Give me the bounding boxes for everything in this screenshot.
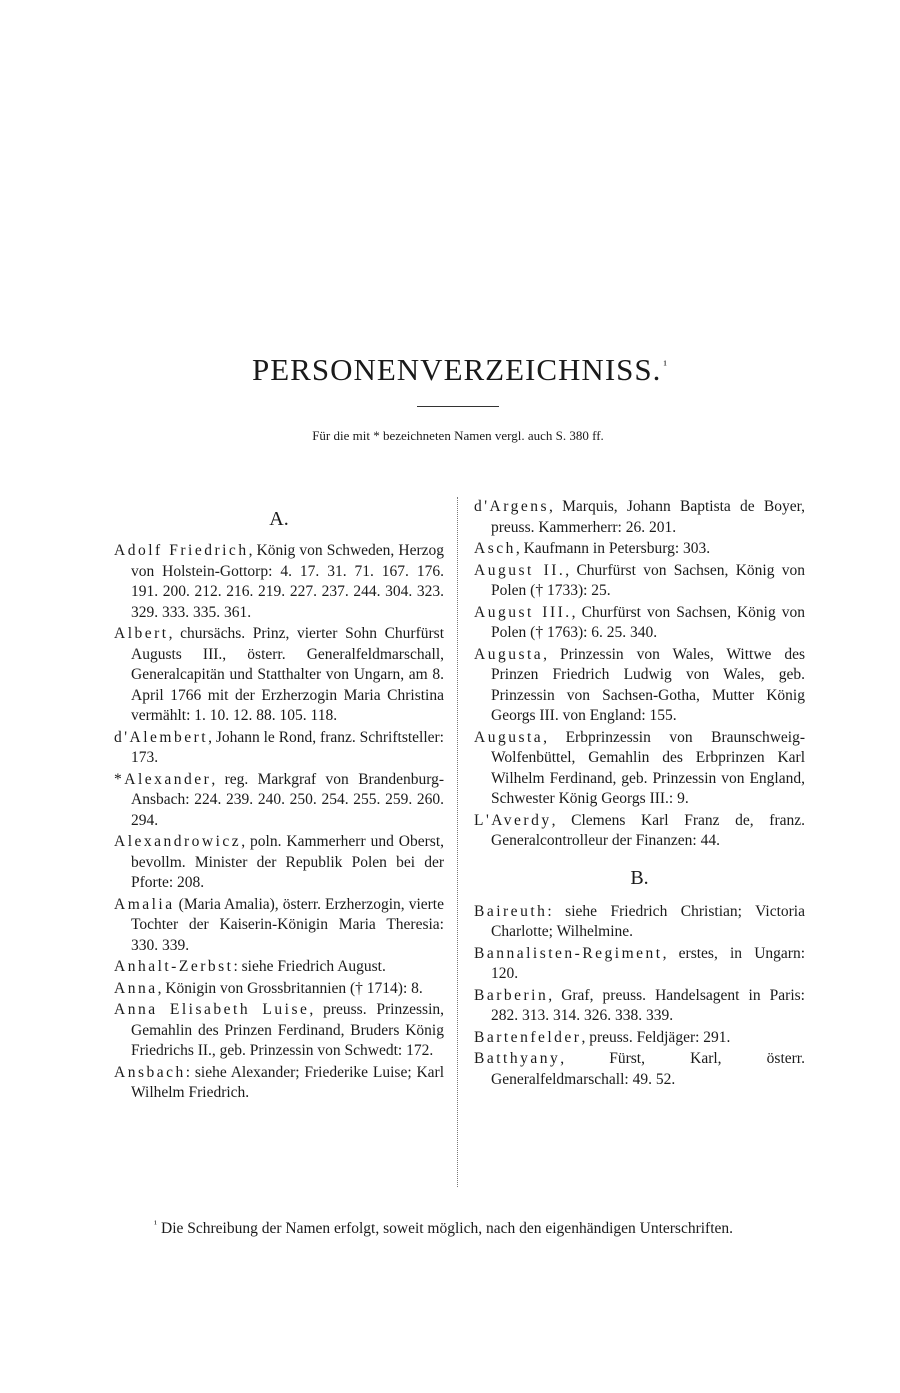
entry-text: (Maria Amalia), österr. Erzherzogin, vierte Tochter der Kaiserin-Königin Maria Theresia: 330. 339. <box>131 895 444 954</box>
index-entry <box>474 1049 805 1090</box>
entry-name: August II. <box>474 561 566 579</box>
entry-name: d'Alembert <box>114 728 209 746</box>
entry-name: Albert <box>114 625 169 642</box>
index-entry <box>114 770 444 832</box>
index-entry <box>114 541 444 623</box>
entry-text: , Churfürst von Sachsen, König von Polen († 1733): 25. <box>491 561 806 599</box>
entry-name: d'Argens <box>474 498 550 515</box>
entry-name: Anna Elisabeth Luise <box>114 1001 310 1018</box>
entry-text: , Fürst, Karl, österr. Generalfeldmarschall: 49. 52. <box>491 1050 805 1088</box>
index-entry <box>474 902 805 943</box>
entry-text: , Kaufmann in Petersburg: 303. <box>515 540 711 557</box>
title-footnote-mark: ¹ <box>663 357 668 372</box>
index-entry <box>474 539 805 560</box>
index-entry <box>114 728 444 769</box>
index-entry <box>474 728 805 810</box>
index-entry <box>114 832 444 894</box>
entry-text: , Königin von Grossbritannien († 1714): 8. <box>157 979 423 997</box>
footnote <box>114 1214 806 1239</box>
entry-text: , Johann le Rond, franz. Schriftsteller: 173. <box>131 728 444 766</box>
index-entry <box>474 986 805 1027</box>
entry-name: *Alexander <box>114 770 212 788</box>
page-title-text: PERSONENVERZEICHNISS. <box>251 352 662 387</box>
entry-text: : siehe Friedrich August. <box>233 958 386 975</box>
entry-name: Anna <box>114 979 158 997</box>
index-entry <box>474 944 805 985</box>
entry-text: , Clemens Karl Franz de, franz. Generalcontrolleur der Finanzen: 44. <box>491 811 805 849</box>
entry-text: , reg. Markgraf von Brandenburg-Ansbach: 224. 239. 240. 250. 254. 255. 259. 260. 294. <box>131 770 444 829</box>
index-entry <box>474 811 805 852</box>
entry-name: Anhalt-Zerbst <box>114 958 234 975</box>
entry-text: , Graf, preuss. Handelsagent in Paris: 282. 313. 314. 326. 338. 339. <box>491 986 805 1024</box>
title-rule <box>417 406 499 407</box>
index-entry <box>114 979 444 1000</box>
index-entry <box>114 957 444 978</box>
index-entry <box>474 497 805 538</box>
entry-text: : siehe Alexander; Friederike Luise; Karl Wilhelm Friedrich. <box>131 1063 444 1101</box>
entry-name: Alexandrowicz <box>114 833 242 850</box>
footnote-mark: ¹ <box>154 1219 157 1230</box>
entry-name: L'Averdy <box>474 811 552 829</box>
entry-name: Barberin <box>474 986 549 1004</box>
footnote-text: Die Schreibung der Namen erfolgt, soweit möglich, nach den eigenhändigen Unterschriften. <box>161 1220 734 1238</box>
section-letter-a: A. <box>269 508 289 530</box>
entry-name: Asch <box>474 540 516 557</box>
entry-name: Augusta <box>474 645 544 663</box>
entry-text: , Erbprinzessin von Braunschweig-Wolfenbüttel, Gemahlin des Erbprinzen Karl Wilhelm Ferdinand, geb. Prinzessin von England, Schwester König Georgs III.: 9. <box>491 728 805 807</box>
index-entry <box>474 561 805 602</box>
entry-text: , preuss. Prinzessin, Gemahlin des Prinzen Ferdinand, Bruders König Friedrichs II., geb. Prinzessin von Schwedt: 172. <box>131 1001 444 1059</box>
entry-name: August III. <box>474 603 572 621</box>
page-title <box>0 352 900 388</box>
index-entry <box>474 1028 805 1049</box>
entry-name: Ansbach <box>114 1063 186 1081</box>
entry-name: Baireuth <box>474 902 548 920</box>
entry-text: , Marquis, Johann Baptista de Boyer, preuss. Kammerherr: 26. 201. <box>491 498 805 536</box>
entry-text: , König von Schweden, Herzog von Holstein-Gottorp: 4. 17. 31. 71. 167. 176. 191. 200. 212. 216. 219. 227. 237. 244. 304. 323. 329. 333. 335. 361. <box>131 542 444 621</box>
entry-text: , Prinzessin von Wales, Wittwe des Prinzen Friedrich Ludwig von Wales, geb. Prinzessin von Sachsen-Gotha, Mutter König Georgs III. von England: 155. <box>491 645 805 724</box>
index-entry <box>114 895 444 957</box>
entry-text: , chursächs. Prinz, vierter Sohn Churfürst Augusts III., österr. Generalfeldmarschall, Generalcapitän und Statthalter von Ungarn, am 8. April 1766 mit der Erzherzogin Maria Christina vermählt: 1. 10. 12. 88. 105. 118. <box>131 625 444 724</box>
entry-name: Amalia <box>114 895 175 913</box>
entry-name: Augusta <box>474 728 544 746</box>
right-column <box>474 497 805 1091</box>
subtitle: Für die mit * bezeichneten Namen vergl. auch S. 380 ff. <box>312 428 604 443</box>
index-entry <box>114 624 444 727</box>
entry-text: : siehe Friedrich Christian; Victoria Charlotte; Wilhelmine. <box>491 902 805 940</box>
index-entry <box>474 645 805 727</box>
entry-text: , preuss. Feldjäger: 291. <box>581 1028 731 1046</box>
entry-name: Bannalisten-Regiment <box>474 944 663 962</box>
entry-name: Batthyany <box>474 1050 561 1067</box>
entry-text: , Churfürst von Sachsen, König von Polen († 1763): 6. 25. 340. <box>491 603 805 641</box>
entry-text: , erstes, in Ungarn: 120. <box>491 944 805 982</box>
entry-name: Bartenfelder <box>474 1028 582 1046</box>
column-divider <box>457 497 458 1187</box>
index-entry <box>114 1063 444 1104</box>
index-entry <box>114 1000 444 1062</box>
index-entry <box>474 603 805 644</box>
entry-text: , poln. Kammerherr und Oberst, bevollm. Minister der Republik Polen bei der Pforte: 208. <box>131 833 444 891</box>
section-letter-b: B. <box>630 866 649 889</box>
left-column <box>114 497 444 1105</box>
entry-name: Adolf Friedrich <box>114 542 249 559</box>
